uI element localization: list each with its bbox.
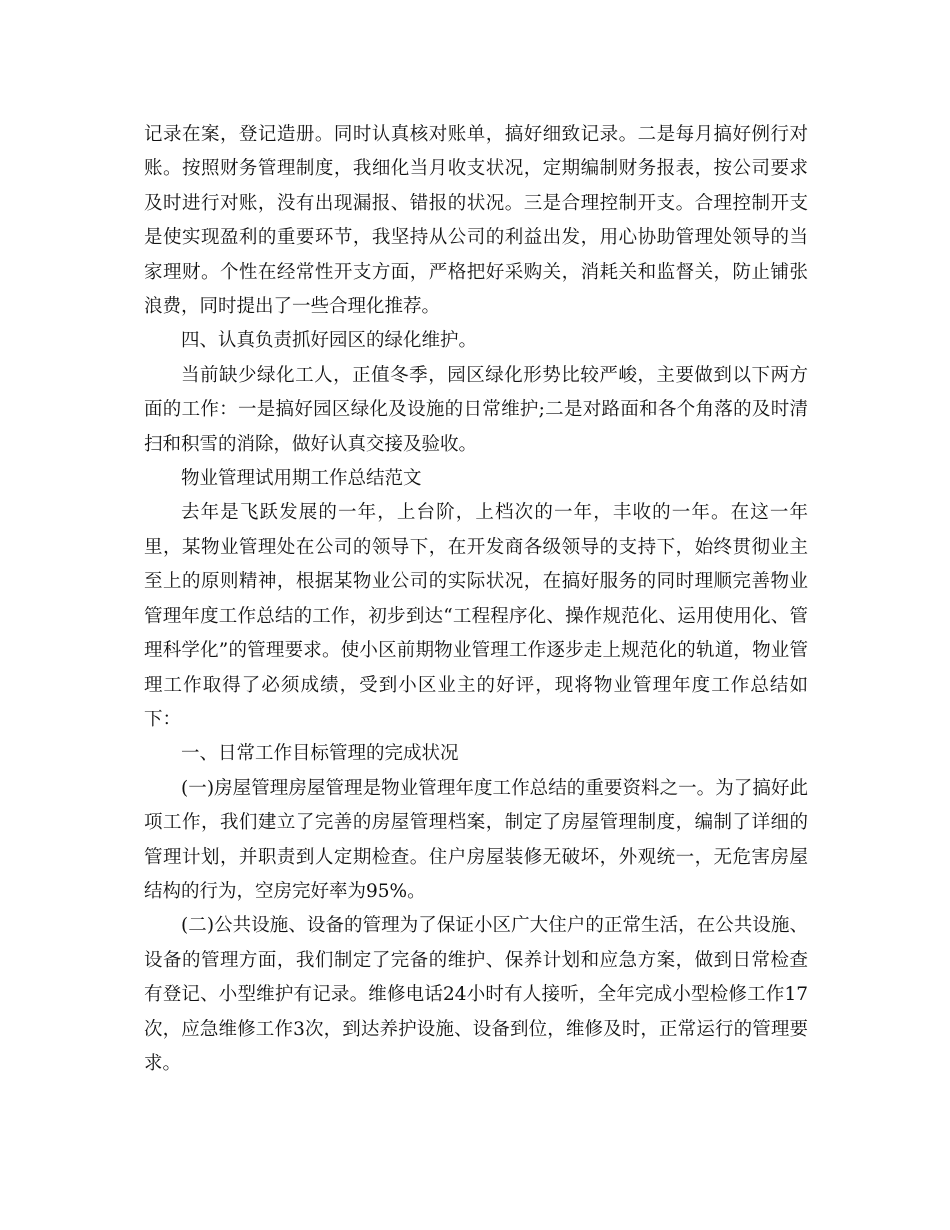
paragraph-finance-continued: 记录在案，登记造册。同时认真核对账单，搞好细致记录。二是每月搞好例行对账。按照财务管理制度，我细化当月收支状况，定期编制财务报表，按公司要求及时进行对账，没有出现漏报、错报的状况。三是合理控制开支。合理控制开支是使实现盈利的重要环节，我坚持从公司的利益出发，用心协助管理处领导的当家理财。个性在经常性开支方面，严格把好采购关，消耗关和监督关，防止铺张浪费，同时提出了一些合理化推荐。: [144, 124, 808, 318]
paragraph-year-review: 去年是飞跃发展的一年，上台阶，上档次的一年，丰收的一年。在这一年里，某物业管理处在公司的领导下，在开发商各级领导的支持下，始终贯彻业主至上的原则精神，根据某物业公司的实际状况，在搞好服务的同时理顺完善物业管理年度工作总结的工作，初步到达“工程程序化、操作规范化、运用使用化、管理科学化”的管理要求。使小区前期物业管理工作逐步走上规范化的轨道，物业管理工作取得了必须成绩，受到小区业主的好评，现将物业管理年度工作总结如下：: [144, 502, 808, 730]
paragraph-housing-management: (一)房屋管理房屋管理是物业管理年度工作总结的重要资料之一。为了搞好此项工作，我们建立了完善的房屋管理档案，制定了房屋管理制度，编制了详细的管理计划，并职责到人定期检查。住户房屋装修无破坏，外观统一，无危害房屋结构的行为，空房完好率为95%。: [144, 777, 808, 902]
heading-probation-summary: 物业管理试用期工作总结范文: [181, 468, 422, 490]
document-body: [144, 118, 808, 1081]
paragraph-facility-management: (二)公共设施、设备的管理为了保证小区广大住户的正常生活，在公共设施、设备的管理方面，我们制定了完备的维护、保养计划和应急方案，做到日常检查有登记、小型维护有记录。维修电话24小时有人接听，全年完成小型检修工作17次，应急维修工作3次，到达养护设施、设备到位，维修及时，正常运行的管理要求。: [144, 915, 808, 1074]
heading-greening-maintenance: 四、认真负责抓好园区的绿化维护。: [181, 330, 478, 352]
heading-daily-target-management: 一、日常工作目标管理的完成状况: [181, 743, 459, 765]
paragraph-greening-work: 当前缺少绿化工人，正值冬季，园区绿化形势比较严峻，主要做到以下两方面的工作：一是搞好园区绿化及设施的日常维护;二是对路面和各个角落的及时清扫和积雪的消除，做好认真交接及验收。: [144, 364, 808, 455]
